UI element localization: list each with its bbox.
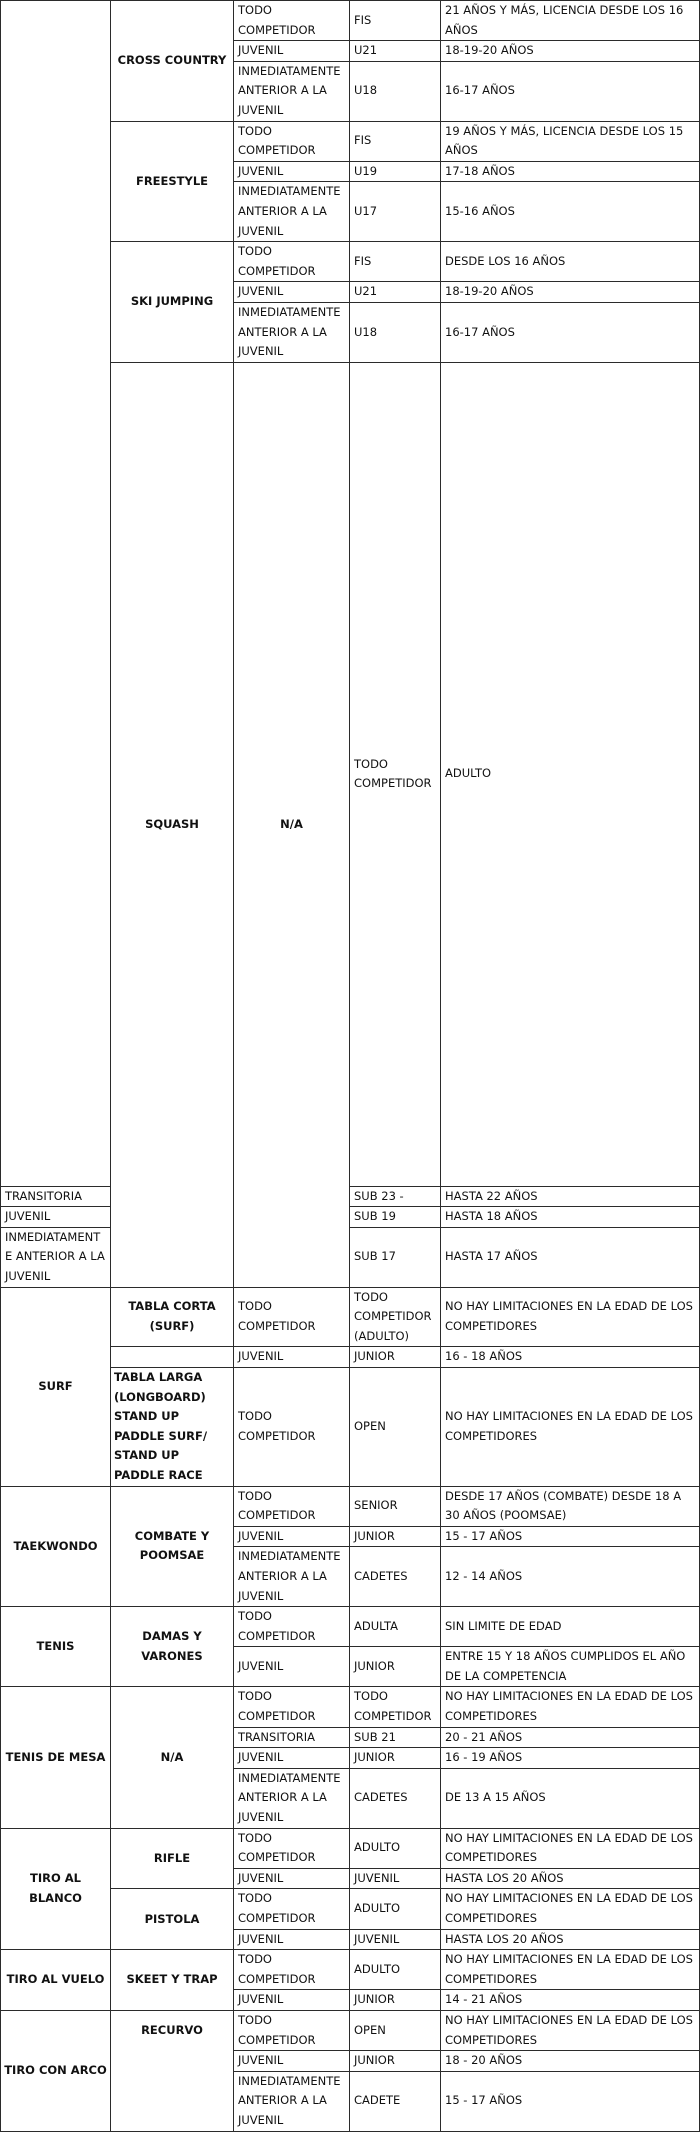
category-cell: TRANSITORIA <box>234 1727 350 1748</box>
category-cell: INMEDIATAMENTE ANTERIOR A LA JUVENIL <box>234 1768 350 1828</box>
sport-cell: TIRO AL VUELO <box>1 1950 111 2011</box>
category-cell: TODO COMPETIDOR <box>350 362 441 1186</box>
modality-cell: SKEET Y TRAP <box>111 1950 234 2011</box>
age-cell: SIN LIMITE DE EDAD <box>441 1607 700 1647</box>
table-row <box>1 1950 700 1990</box>
modality-cell: RECURVO <box>111 2010 234 2131</box>
category-cell: TODO COMPETIDOR <box>234 1486 350 1526</box>
age-cell: 14 - 21 AÑOS <box>441 1990 700 2011</box>
category-cell: JUVENIL <box>234 1347 350 1368</box>
age-cell: DESDE 17 AÑOS (COMBATE) DESDE 18 A 30 AÑOS (POOMSAE) <box>441 1486 700 1526</box>
sport-cell: SQUASH <box>111 362 234 1287</box>
modality-cell: TABLA LARGA (LONGBOARD) STAND UP PADDLE SURF/ STAND UP PADDLE RACE <box>111 1367 234 1486</box>
age-cell: NO HAY LIMITACIONES EN LA EDAD DE LOS COMPETIDORES <box>441 1828 700 1868</box>
code-cell: JUNIOR <box>350 1526 441 1547</box>
code-cell: JUVENIL <box>350 1868 441 1889</box>
code-cell: CADETE <box>350 2071 441 2131</box>
code-cell: TODO COMPETIDOR <box>350 1687 441 1727</box>
category-cell: JUVENIL <box>234 161 350 182</box>
age-cell: 18 - 20 AÑOS <box>441 2051 700 2072</box>
code-cell: FIS <box>350 242 441 282</box>
table-row <box>1 1687 700 1727</box>
code-cell: ADULTA <box>350 1607 441 1647</box>
age-cell: HASTA 22 AÑOS <box>441 1186 700 1207</box>
category-cell: JUVENIL <box>234 1929 350 1950</box>
code-cell: SUB 19 <box>350 1207 441 1228</box>
category-cell: TRANSITORIA <box>1 1186 111 1207</box>
table-row <box>1 1207 700 1228</box>
code-cell: OPEN <box>350 2010 441 2050</box>
category-cell: TODO COMPETIDOR <box>234 1 350 41</box>
age-cell: 17-18 AÑOS <box>441 161 700 182</box>
category-cell: TODO COMPETIDOR <box>234 1828 350 1868</box>
category-cell: INMEDIATAMENTE ANTERIOR A LA JUVENIL <box>1 1227 111 1287</box>
age-cell: 15-16 AÑOS <box>441 182 700 242</box>
code-cell: U19 <box>350 161 441 182</box>
code-cell: JUNIOR <box>350 1347 441 1368</box>
sport-cell: TENIS DE MESA <box>1 1687 111 1828</box>
modality-cell: DAMAS Y VARONES <box>111 1607 234 1687</box>
code-cell: JUVENIL <box>350 1929 441 1950</box>
sport-cell: TIRO AL BLANCO <box>1 1828 111 1950</box>
age-cell: 15 - 17 AÑOS <box>441 1526 700 1547</box>
age-cell: HASTA 18 AÑOS <box>441 1207 700 1228</box>
age-cell: 15 - 17 AÑOS <box>441 2071 700 2131</box>
modality-cell: COMBATE Y POOMSAE <box>111 1486 234 1607</box>
age-cell: DE 13 A 15 AÑOS <box>441 1768 700 1828</box>
code-cell: U17 <box>350 182 441 242</box>
table-row <box>1 1486 700 1526</box>
sport-cell: SURF <box>1 1287 111 1486</box>
category-cell: JUVENIL <box>1 1207 111 1228</box>
modality-cell: CROSS COUNTRY <box>111 1 234 122</box>
category-cell: JUVENIL <box>234 2051 350 2072</box>
age-cell: 12 - 14 AÑOS <box>441 1547 700 1607</box>
sport-cell: TAEKWONDO <box>1 1486 111 1607</box>
age-cell: 16 - 19 AÑOS <box>441 1748 700 1769</box>
modality-cell: FREESTYLE <box>111 121 234 242</box>
modality-cell: PISTOLA <box>111 1889 234 1950</box>
code-cell: JUNIOR <box>350 2051 441 2072</box>
code-cell: SUB 23 - <box>350 1186 441 1207</box>
category-cell: JUVENIL <box>234 1990 350 2011</box>
category-cell: INMEDIATAMENTE ANTERIOR A LA JUVENIL <box>234 302 350 362</box>
table-row <box>1 1287 700 1347</box>
category-cell: TODO COMPETIDOR <box>234 1950 350 1990</box>
category-cell: TODO COMPETIDOR <box>234 1607 350 1647</box>
code-cell: ADULTO <box>350 1950 441 1990</box>
code-cell: ADULTO <box>441 362 700 1186</box>
age-cell: 16-17 AÑOS <box>441 302 700 362</box>
sport-cell: TIRO CON ARCO <box>1 2010 111 2131</box>
code-cell: JUNIOR <box>350 1647 441 1687</box>
code-cell: SUB 21 <box>350 1727 441 1748</box>
category-cell: INMEDIATAMENTE ANTERIOR A LA JUVENIL <box>234 61 350 121</box>
age-cell: 19 AÑOS Y MÁS, LICENCIA DESDE LOS 15 AÑOS <box>441 121 700 161</box>
code-cell: CADETES <box>350 1768 441 1828</box>
age-cell: NO HAY LIMITACIONES EN LA EDAD DE LOS COMPETIDORES <box>441 1287 700 1347</box>
modality-cell: N/A <box>111 1687 234 1828</box>
code-cell: ADULTO <box>350 1889 441 1929</box>
table-row <box>1 1828 700 1868</box>
code-cell: JUNIOR <box>350 1990 441 2011</box>
modality-cell: N/A <box>234 362 350 1287</box>
category-cell: TODO COMPETIDOR <box>234 2010 350 2050</box>
age-cell: DESDE LOS 16 AÑOS <box>441 242 700 282</box>
age-cell: HASTA LOS 20 AÑOS <box>441 1868 700 1889</box>
category-cell: INMEDIATAMENTE ANTERIOR A LA JUVENIL <box>234 2071 350 2131</box>
table-row <box>1 1186 700 1207</box>
table-row <box>1 1607 700 1647</box>
age-cell: NO HAY LIMITACIONES EN LA EDAD DE LOS COMPETIDORES <box>441 1687 700 1727</box>
age-cell: 18-19-20 AÑOS <box>441 41 700 62</box>
category-cell: JUVENIL <box>234 1647 350 1687</box>
age-cell: 21 AÑOS Y MÁS, LICENCIA DESDE LOS 16 AÑOS <box>441 1 700 41</box>
category-cell: INMEDIATAMENTE ANTERIOR A LA JUVENIL <box>234 1547 350 1607</box>
table-row <box>1 1 700 41</box>
category-cell: TODO COMPETIDOR <box>234 1687 350 1727</box>
code-cell: ADULTO <box>350 1828 441 1868</box>
category-cell: JUVENIL <box>234 41 350 62</box>
category-cell: INMEDIATAMENTE ANTERIOR A LA JUVENIL <box>234 182 350 242</box>
age-cell: 16 - 18 AÑOS <box>441 1347 700 1368</box>
table-row <box>1 1227 700 1287</box>
age-cell: HASTA 17 AÑOS <box>441 1227 700 1287</box>
category-cell: JUVENIL <box>234 282 350 303</box>
code-cell: U21 <box>350 282 441 303</box>
sport-cell <box>1 1 111 1187</box>
table-row <box>1 2010 700 2050</box>
category-cell: JUVENIL <box>234 1868 350 1889</box>
modality-cell: SKI JUMPING <box>111 242 234 363</box>
age-cell: NO HAY LIMITACIONES EN LA EDAD DE LOS COMPETIDORES <box>441 2010 700 2050</box>
code-cell: CADETES <box>350 1547 441 1607</box>
code-cell: SUB 17 <box>350 1227 441 1287</box>
age-cell: HASTA LOS 20 AÑOS <box>441 1929 700 1950</box>
age-cell: NO HAY LIMITACIONES EN LA EDAD DE LOS COMPETIDORES <box>441 1367 700 1486</box>
code-cell: TODO COMPETIDOR (ADULTO) <box>350 1287 441 1347</box>
category-cell: TODO COMPETIDOR <box>234 1889 350 1929</box>
age-cell: ENTRE 15 Y 18 AÑOS CUMPLIDOS EL AÑO DE LA COMPETENCIA <box>441 1647 700 1687</box>
sport-cell: TENIS <box>1 1607 111 1687</box>
age-cell: 18-19-20 AÑOS <box>441 282 700 303</box>
code-cell: U18 <box>350 302 441 362</box>
code-cell: JUNIOR <box>350 1748 441 1769</box>
category-cell: TODO COMPETIDOR <box>234 242 350 282</box>
code-cell: U18 <box>350 61 441 121</box>
category-cell: JUVENIL <box>234 1526 350 1547</box>
modality-cell: TABLA CORTA (SURF) <box>111 1287 234 1347</box>
code-cell: OPEN <box>350 1367 441 1486</box>
category-cell: TODO COMPETIDOR <box>234 1287 350 1347</box>
modality-cell: RIFLE <box>111 1828 234 1889</box>
age-cell: 20 - 21 AÑOS <box>441 1727 700 1748</box>
modality-cell <box>111 1347 234 1368</box>
code-cell: SENIOR <box>350 1486 441 1526</box>
age-cell: 16-17 AÑOS <box>441 61 700 121</box>
category-cell: JUVENIL <box>234 1748 350 1769</box>
category-cell: TODO COMPETIDOR <box>234 121 350 161</box>
age-cell: NO HAY LIMITACIONES EN LA EDAD DE LOS COMPETIDORES <box>441 1950 700 1990</box>
age-cell: NO HAY LIMITACIONES EN LA EDAD DE LOS COMPETIDORES <box>441 1889 700 1929</box>
code-cell: FIS <box>350 1 441 41</box>
code-cell: U21 <box>350 41 441 62</box>
category-cell: TODO COMPETIDOR <box>234 1367 350 1486</box>
code-cell: FIS <box>350 121 441 161</box>
